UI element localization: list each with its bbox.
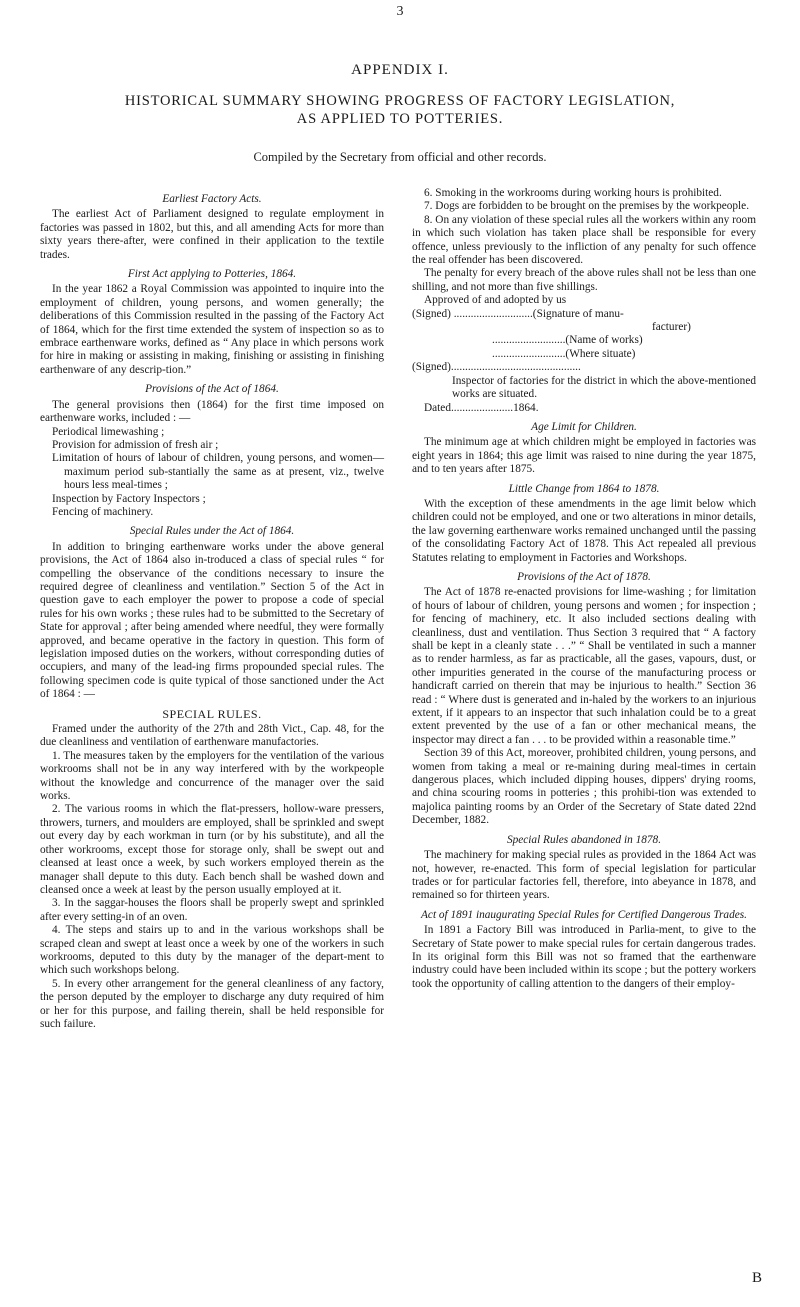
signature-dated: Dated......................1864. — [424, 401, 539, 414]
paragraph-little-change: With the exception of these amendments in the age limit below which children could not be employed, and one or two alterations in minor details, the law governing earthenware works remained unchanged until the passing of the consolidating Factory Act of 1878. This Act repealed all previous Statutes relating to employment in Factories and Workshops. — [412, 497, 756, 564]
list-item: Inspection by Factory Inspectors ; — [52, 492, 206, 505]
paragraph-approved: Approved of and adopted by us — [424, 294, 567, 307]
heading-act-1891: Act of 1891 inaugurating Special Rules for Certified Dangerous Trades. — [421, 908, 747, 921]
paragraph-section-39: Section 39 of this Act, moreover, prohibited children, young persons, and women from taking a meal or re-maining during meal-times in certain dangerous places, which included dipping houses, dippers' drying rooms, and china scouring rooms in potteries ; this prohibi-tion was extended to majolica painting rooms by an Order of the Secretary of State dated 22nd December, 1882. — [412, 747, 756, 827]
rule-6: 6. Smoking in the workrooms during working hours is prohibited. — [424, 187, 722, 199]
rule-4: 4. The steps and stairs up to and in the various workshops shall be scraped clean and swept at least once a week by one of the workers in such workrooms, deputed to this duty by the manager of the depart-ment to which such workshops belong. — [40, 924, 384, 977]
page-number: 3 — [396, 4, 404, 19]
rule-8: 8. On any violation of these special rules all the workers within any room in which such violation has taken place shall be responsible for every offence, unless previously to the infliction of any penalty for such offence the real offender has been discovered. — [412, 213, 756, 267]
rule-1: 1. The measures taken by the employers for the ventilation of the various workrooms shall not be in any way interfered with by the workpeople without the knowledge and concurrence of the manager over the said works. — [40, 749, 384, 803]
list-item: Periodical limewashing ; — [52, 425, 165, 438]
rule-7: 7. Dogs are forbidden to be brought on the premises by the workpeople. — [424, 200, 750, 213]
paragraph-framed: Framed under the authority of the 27th and 28th Vict., Cap. 48, for the due cleanliness and ventilation of earthenware manufactories. — [40, 723, 384, 749]
paragraph-age-limit: The minimum age at which children might be employed in factories was eight years in 1864; this age limit was raised to nine during the year 1875, and to ten years after 1875. — [412, 436, 756, 476]
heading-special-rules-caps: SPECIAL RULES. — [162, 706, 262, 721]
paragraph-earliest-acts: The earliest Act of Parliament designed to regulate employment in factories was passed in 1802, but this, and all amending Acts for more than sixty years there-after, were confined in their application to the textile trades. — [40, 208, 384, 261]
title-line-1: HISTORICAL SUMMARY SHOWING PROGRESS OF FACTORY LEGISLATION, — [124, 93, 676, 109]
left-column — [40, 187, 384, 1031]
heading-age-limit: Age Limit for Children. — [531, 420, 637, 433]
provisions-list — [40, 426, 384, 520]
heading-earliest-acts: Earliest Factory Acts. — [162, 193, 262, 205]
paragraph-special-rules: In addition to bringing earthenware works under the above general provisions, the Act of 1864 also in-troduced a class of special rules “ for compelling the observance of the conditions necessary to insure the required degree of cleanliness and ventilation.” Section 5 of the Act in question gave to each employer the power to propose a code of special rules for his own works ; these rules had to be submitted to the Secretary of State for approval ; after being amended where needful, they were formally approved, and became operative in the factory in question. This form of legislation imposed duties on the workers, without corresponding duties of occupiers, and many of the lead-ing firms propounded special rules. The following specimen code is quite typical of those sanctioned under the Act of 1864 : — — [40, 540, 384, 701]
signature-inspector-caption: Inspector of factories for the district in which the above-mentioned works are situated. — [452, 374, 756, 401]
paragraph-provisions-intro: The general provisions then (1864) for the first time imposed on earthenware works, included : — — [40, 398, 384, 425]
signature-facturer: facturer) — [652, 321, 691, 334]
signature-line-inspector: (Signed).............................................. — [412, 361, 581, 374]
signature-name-works: ..........................(Name of works) — [492, 334, 643, 347]
list-item: Fencing of machinery. — [52, 505, 154, 518]
signature-line-manufacturer: (Signed) ............................(Signature of manu- — [412, 307, 624, 320]
paragraph-rules-abandoned: The machinery for making special rules as provided in the 1864 Act was not, however, re-enacted. This form of special legislation for particular trades or for particular factories fell, therefore, into abeyance in 1878, and remained so for thirteen years. — [412, 849, 756, 902]
document-title — [40, 92, 760, 128]
list-item: Provision for admission of fresh air ; — [52, 438, 219, 451]
list-item: Limitation of hours of labour of children, young persons, and women—maximum period sub-stantially the same as at present, viz., twelve hours less meal-times ; — [52, 452, 384, 492]
appendix-label: APPENDIX I. — [351, 62, 449, 78]
rule-5: 5. In every other arrangement for the general cleanliness of any factory, the person deputed by the employer to discharge any duty required of him or her for this purpose, and failing therein, shall be held responsible for such failure. — [40, 977, 384, 1030]
title-line-2: AS APPLIED TO POTTERIES. — [296, 111, 504, 127]
rule-3: 3. In the saggar-houses the floors shall be properly swept and sprinkled after every setting-in of an oven. — [40, 897, 384, 923]
heading-provisions-1878: Provisions of the Act of 1878. — [517, 570, 651, 583]
heading-special-rules-1864: Special Rules under the Act of 1864. — [129, 525, 295, 538]
heading-first-act: First Act applying to Potteries, 1864. — [127, 268, 297, 281]
signature-where-situate: ..........................(Where situate) — [492, 347, 636, 360]
signature-mark: B — [752, 1270, 763, 1286]
paragraph-act-1891: In 1891 a Factory Bill was introduced in Parlia-ment, to give to the Secretary of State power to make special rules for certain dangerous trades. In its original form this Bill was not so framed that the earthenware industry could have been included within its scope ; but the pottery workers took the opportunity of calling attention to the dangers of their employ- — [412, 924, 756, 990]
rule-2: 2. The various rooms in which the flat-pressers, hollow-ware pressers, throwers, turners, and moulders are employed, shall be sprinkled and swept out every day by each workman in turn (or by his substitute), and all the other workrooms, except those for storage only, shall be swept out and cleansed at least once a week, by such workers employed therein as the manager shall depute to this duty. Each bench shall be washed down and cleansed once a week at least by the person usually employed at it. — [40, 803, 384, 896]
paragraph-provisions-1878: The Act of 1878 re-enacted provisions for lime-washing ; for limitation of hours of labour of children, young persons and women ; for inspection ; for fencing of machinery, etc. It also included sections dealing with cleanliness, dust and ventilation. Thus Section 3 required that “ A factory shall be kept in a cleanly state . . .” “ Shall be ventilated in such a manner as to render harmless, as far as practicable, all the gases, vapours, dust, or other impurities generated in the course of the manufacturing process or handicraft carried on therein that may be injurious to health.” Section 36 read : “ Where dust is generated and in-haled by the workers to an injurious extent, if it appears to an inspector that such inhalation could be to a great extent prevented by the use of a fan or other mechanical means, the inspector may direct a fan . . . to be provided within a reasonable time.” — [412, 586, 756, 746]
heading-rules-abandoned: Special Rules abandoned in 1878. — [506, 833, 662, 846]
paragraph-penalty: The penalty for every breach of the above rules shall not be less than one shilling, and not more than five shillings. — [412, 267, 756, 293]
right-column — [412, 187, 756, 991]
paragraph-first-act: In the year 1862 a Royal Commission was appointed to inquire into the employment of children, young persons, and women generally; the deliberations of this Commission resulted in the passing of the Factory Act of 1864, which for the first time extended the system of inspection so as to embrace earthenware works, defined as “ Any place in which persons work for hire in making or assisting in making, finishing or assisting in finishing earthenware of any descrip-tion.” — [40, 283, 384, 376]
compiled-by-note: Compiled by the Secretary from official and other records. — [253, 150, 547, 164]
heading-little-change: Little Change from 1864 to 1878. — [508, 482, 660, 495]
heading-provisions-1864: Provisions of the Act of 1864. — [145, 383, 279, 396]
